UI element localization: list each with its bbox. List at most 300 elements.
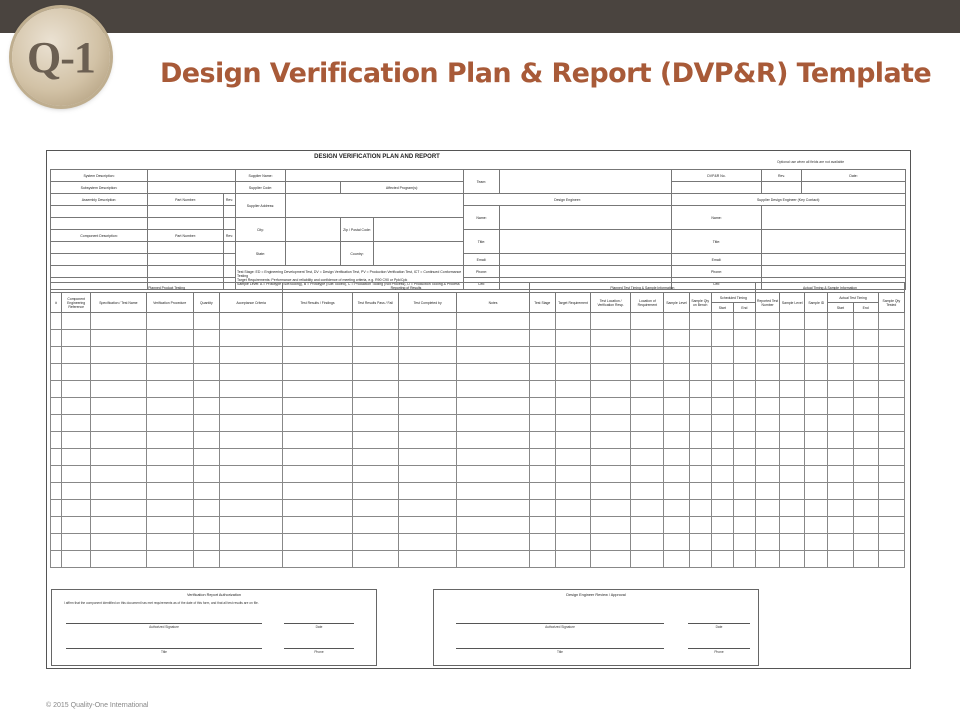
table-cell[interactable] [457,500,529,517]
table-cell[interactable] [756,313,780,330]
table-cell[interactable] [555,313,590,330]
assembly-part-number-field-2[interactable] [148,218,224,230]
table-cell[interactable] [853,347,878,364]
table-cell[interactable] [664,330,689,347]
table-cell[interactable] [805,432,828,449]
table-cell[interactable] [146,483,193,500]
table-cell[interactable] [352,483,398,500]
table-cell[interactable] [853,330,878,347]
table-cell[interactable] [193,415,219,432]
table-cell[interactable] [664,415,689,432]
table-cell[interactable] [878,364,904,381]
supplier-address-field[interactable] [286,194,464,218]
zip-field[interactable] [374,218,464,242]
supplier-code-field[interactable] [286,182,341,194]
table-cell[interactable] [193,534,219,551]
table-cell[interactable] [62,347,91,364]
table-cell[interactable] [457,330,529,347]
table-cell[interactable] [780,313,805,330]
verification-title-line[interactable]: Title [66,648,262,654]
table-cell[interactable] [146,415,193,432]
table-cell[interactable] [457,364,529,381]
table-cell[interactable] [733,483,755,500]
table-cell[interactable] [555,330,590,347]
table-cell[interactable] [352,432,398,449]
table-cell[interactable] [529,449,555,466]
table-cell[interactable] [283,415,352,432]
table-cell[interactable] [689,483,711,500]
table-cell[interactable] [146,500,193,517]
table-cell[interactable] [631,466,664,483]
table-cell[interactable] [780,466,805,483]
table-cell[interactable] [352,415,398,432]
table-cell[interactable] [711,517,733,534]
table-cell[interactable] [853,313,878,330]
table-cell[interactable] [711,364,733,381]
table-cell[interactable] [146,534,193,551]
table-cell[interactable] [529,517,555,534]
table-cell[interactable] [756,500,780,517]
table-cell[interactable] [352,313,398,330]
table-cell[interactable] [219,347,282,364]
table-cell[interactable] [631,483,664,500]
table-cell[interactable] [591,330,631,347]
table-cell[interactable] [283,381,352,398]
table-cell[interactable] [733,551,755,568]
table-cell[interactable] [733,466,755,483]
table-cell[interactable] [878,534,904,551]
table-cell[interactable] [283,449,352,466]
table-cell[interactable] [51,415,62,432]
table-cell[interactable] [591,449,631,466]
table-cell[interactable] [756,466,780,483]
table-cell[interactable] [91,432,146,449]
rev-field[interactable] [762,182,802,194]
table-cell[interactable] [62,364,91,381]
table-cell[interactable] [146,347,193,364]
table-cell[interactable] [91,381,146,398]
component-part-number-field-2[interactable] [148,254,224,266]
table-cell[interactable] [219,551,282,568]
table-cell[interactable] [664,517,689,534]
table-cell[interactable] [51,313,62,330]
table-cell[interactable] [62,381,91,398]
table-cell[interactable] [828,347,853,364]
component-description-field-3[interactable] [51,266,148,278]
table-cell[interactable] [689,534,711,551]
table-cell[interactable] [711,551,733,568]
table-cell[interactable] [529,466,555,483]
table-cell[interactable] [51,330,62,347]
table-cell[interactable] [780,381,805,398]
table-cell[interactable] [62,398,91,415]
table-cell[interactable] [689,449,711,466]
table-cell[interactable] [853,398,878,415]
table-cell[interactable] [631,364,664,381]
table-cell[interactable] [756,381,780,398]
table-cell[interactable] [631,415,664,432]
table-cell[interactable] [51,347,62,364]
table-cell[interactable] [555,551,590,568]
table-cell[interactable] [591,432,631,449]
table-cell[interactable] [689,381,711,398]
table-cell[interactable] [193,466,219,483]
table-cell[interactable] [733,517,755,534]
table-cell[interactable] [352,330,398,347]
table-cell[interactable] [62,415,91,432]
assembly-part-number-field[interactable] [148,206,224,218]
table-cell[interactable] [780,364,805,381]
table-cell[interactable] [689,551,711,568]
table-cell[interactable] [756,483,780,500]
table-cell[interactable] [756,534,780,551]
table-cell[interactable] [555,466,590,483]
table-cell[interactable] [457,534,529,551]
table-cell[interactable] [51,432,62,449]
table-cell[interactable] [283,500,352,517]
sde-name-field[interactable] [762,206,906,230]
table-cell[interactable] [529,483,555,500]
table-cell[interactable] [91,415,146,432]
table-cell[interactable] [805,330,828,347]
table-cell[interactable] [689,415,711,432]
table-cell[interactable] [193,330,219,347]
table-cell[interactable] [146,449,193,466]
table-cell[interactable] [664,398,689,415]
table-cell[interactable] [780,347,805,364]
table-cell[interactable] [529,313,555,330]
component-rev-field-3[interactable] [224,266,236,278]
table-cell[interactable] [780,330,805,347]
table-cell[interactable] [591,483,631,500]
table-cell[interactable] [828,415,853,432]
table-cell[interactable] [283,483,352,500]
table-cell[interactable] [733,415,755,432]
table-cell[interactable] [193,364,219,381]
table-cell[interactable] [853,415,878,432]
table-cell[interactable] [219,398,282,415]
table-cell[interactable] [62,432,91,449]
table-cell[interactable] [591,534,631,551]
table-cell[interactable] [62,449,91,466]
table-cell[interactable] [193,483,219,500]
table-cell[interactable] [733,364,755,381]
table-cell[interactable] [193,381,219,398]
engineer-signature-line[interactable]: Authorized Signature [456,623,664,629]
table-cell[interactable] [283,432,352,449]
table-cell[interactable] [591,500,631,517]
table-cell[interactable] [398,381,456,398]
table-cell[interactable] [664,347,689,364]
table-cell[interactable] [828,381,853,398]
country-field[interactable] [374,242,464,266]
table-cell[interactable] [828,398,853,415]
component-rev-field-2[interactable] [224,254,236,266]
table-cell[interactable] [828,466,853,483]
table-cell[interactable] [878,330,904,347]
supplier-name-field[interactable] [286,170,464,182]
table-cell[interactable] [219,500,282,517]
table-cell[interactable] [664,313,689,330]
table-cell[interactable] [555,517,590,534]
assembly-description-field-2[interactable] [51,218,148,230]
table-cell[interactable] [631,534,664,551]
table-cell[interactable] [219,483,282,500]
table-cell[interactable] [828,330,853,347]
table-cell[interactable] [689,398,711,415]
table-cell[interactable] [398,398,456,415]
table-cell[interactable] [219,381,282,398]
table-cell[interactable] [529,347,555,364]
component-part-number-field[interactable] [148,242,224,254]
table-cell[interactable] [689,330,711,347]
table-cell[interactable] [664,483,689,500]
table-cell[interactable] [733,313,755,330]
table-cell[interactable] [828,483,853,500]
table-cell[interactable] [219,364,282,381]
table-cell[interactable] [805,313,828,330]
table-cell[interactable] [219,449,282,466]
table-cell[interactable] [398,330,456,347]
table-cell[interactable] [878,449,904,466]
table-cell[interactable] [733,449,755,466]
table-cell[interactable] [91,483,146,500]
table-cell[interactable] [853,381,878,398]
table-cell[interactable] [398,432,456,449]
table-cell[interactable] [219,534,282,551]
table-cell[interactable] [756,432,780,449]
table-cell[interactable] [805,517,828,534]
table-cell[interactable] [457,381,529,398]
table-cell[interactable] [352,551,398,568]
table-cell[interactable] [62,517,91,534]
table-cell[interactable] [91,500,146,517]
table-cell[interactable] [51,534,62,551]
table-cell[interactable] [352,517,398,534]
table-cell[interactable] [664,500,689,517]
table-cell[interactable] [529,551,555,568]
table-cell[interactable] [828,432,853,449]
table-cell[interactable] [457,466,529,483]
table-cell[interactable] [529,330,555,347]
table-cell[interactable] [51,381,62,398]
table-cell[interactable] [689,347,711,364]
table-cell[interactable] [193,347,219,364]
table-cell[interactable] [689,500,711,517]
table-cell[interactable] [828,534,853,551]
table-cell[interactable] [878,500,904,517]
table-cell[interactable] [193,551,219,568]
table-cell[interactable] [711,415,733,432]
table-cell[interactable] [283,398,352,415]
dvpr-no-field[interactable] [672,182,762,194]
table-cell[interactable] [91,466,146,483]
table-cell[interactable] [733,432,755,449]
table-cell[interactable] [805,551,828,568]
component-description-field-2[interactable] [51,254,148,266]
table-cell[interactable] [146,551,193,568]
table-cell[interactable] [62,551,91,568]
table-cell[interactable] [711,483,733,500]
table-cell[interactable] [219,313,282,330]
table-cell[interactable] [631,381,664,398]
table-cell[interactable] [591,347,631,364]
table-cell[interactable] [398,347,456,364]
table-cell[interactable] [711,432,733,449]
table-cell[interactable] [529,364,555,381]
table-cell[interactable] [631,347,664,364]
table-cell[interactable] [352,534,398,551]
table-cell[interactable] [711,398,733,415]
table-cell[interactable] [756,415,780,432]
verification-date-line[interactable]: Date [284,623,354,629]
table-cell[interactable] [352,364,398,381]
table-cell[interactable] [91,330,146,347]
table-cell[interactable] [780,432,805,449]
table-cell[interactable] [457,398,529,415]
table-cell[interactable] [853,466,878,483]
table-cell[interactable] [631,432,664,449]
table-cell[interactable] [805,364,828,381]
assembly-rev-field[interactable] [224,206,236,218]
table-cell[interactable] [828,517,853,534]
table-cell[interactable] [91,534,146,551]
table-cell[interactable] [457,483,529,500]
table-cell[interactable] [457,415,529,432]
table-cell[interactable] [555,449,590,466]
table-cell[interactable] [878,347,904,364]
table-cell[interactable] [51,500,62,517]
sde-title-field[interactable] [762,230,906,254]
table-cell[interactable] [219,517,282,534]
table-cell[interactable] [555,534,590,551]
table-cell[interactable] [51,551,62,568]
table-cell[interactable] [555,347,590,364]
table-cell[interactable] [352,449,398,466]
table-cell[interactable] [193,449,219,466]
table-cell[interactable] [91,313,146,330]
engineer-phone-line[interactable]: Phone [688,648,750,654]
sde-phone-field[interactable] [762,266,906,278]
table-cell[interactable] [91,517,146,534]
table-cell[interactable] [283,364,352,381]
table-cell[interactable] [62,313,91,330]
table-cell[interactable] [219,330,282,347]
table-cell[interactable] [398,551,456,568]
component-part-number-field-3[interactable] [148,266,224,278]
table-cell[interactable] [591,313,631,330]
table-cell[interactable] [398,466,456,483]
component-rev-field[interactable] [224,242,236,254]
table-cell[interactable] [805,398,828,415]
table-cell[interactable] [664,381,689,398]
table-cell[interactable] [555,500,590,517]
table-cell[interactable] [631,330,664,347]
table-cell[interactable] [555,364,590,381]
table-cell[interactable] [853,500,878,517]
table-cell[interactable] [283,313,352,330]
table-cell[interactable] [398,500,456,517]
table-cell[interactable] [51,483,62,500]
table-cell[interactable] [805,381,828,398]
table-cell[interactable] [146,398,193,415]
table-cell[interactable] [193,517,219,534]
table-cell[interactable] [62,466,91,483]
table-cell[interactable] [51,466,62,483]
table-cell[interactable] [352,398,398,415]
table-cell[interactable] [805,500,828,517]
table-cell[interactable] [529,534,555,551]
table-cell[interactable] [756,449,780,466]
table-cell[interactable] [457,347,529,364]
table-cell[interactable] [805,415,828,432]
table-cell[interactable] [878,517,904,534]
table-cell[interactable] [219,432,282,449]
table-cell[interactable] [853,551,878,568]
table-cell[interactable] [828,449,853,466]
table-cell[interactable] [631,313,664,330]
table-cell[interactable] [555,398,590,415]
table-cell[interactable] [805,483,828,500]
table-cell[interactable] [756,517,780,534]
assembly-rev-field-2[interactable] [224,218,236,230]
table-cell[interactable] [711,449,733,466]
table-cell[interactable] [457,449,529,466]
table-cell[interactable] [62,500,91,517]
table-cell[interactable] [146,364,193,381]
table-cell[interactable] [711,500,733,517]
table-cell[interactable] [51,398,62,415]
table-cell[interactable] [219,415,282,432]
table-cell[interactable] [398,483,456,500]
table-cell[interactable] [878,466,904,483]
table-cell[interactable] [733,347,755,364]
table-cell[interactable] [853,432,878,449]
table-cell[interactable] [689,466,711,483]
table-cell[interactable] [146,313,193,330]
table-cell[interactable] [398,449,456,466]
table-cell[interactable] [146,466,193,483]
table-cell[interactable] [733,381,755,398]
table-cell[interactable] [631,551,664,568]
table-cell[interactable] [529,381,555,398]
sde-email-field[interactable] [762,254,906,266]
table-cell[interactable] [352,381,398,398]
table-cell[interactable] [828,313,853,330]
date-field[interactable] [802,182,906,194]
city-field[interactable] [286,218,341,242]
table-cell[interactable] [457,551,529,568]
table-cell[interactable] [780,449,805,466]
table-cell[interactable] [878,313,904,330]
table-cell[interactable] [756,551,780,568]
table-cell[interactable] [591,398,631,415]
table-cell[interactable] [193,398,219,415]
table-cell[interactable] [62,330,91,347]
table-cell[interactable] [805,466,828,483]
table-cell[interactable] [529,432,555,449]
table-cell[interactable] [853,364,878,381]
table-cell[interactable] [756,330,780,347]
table-cell[interactable] [711,466,733,483]
table-cell[interactable] [591,364,631,381]
table-cell[interactable] [780,500,805,517]
table-cell[interactable] [878,432,904,449]
engineer-title-line[interactable]: Title [456,648,664,654]
table-cell[interactable] [555,432,590,449]
table-cell[interactable] [91,449,146,466]
table-cell[interactable] [591,551,631,568]
